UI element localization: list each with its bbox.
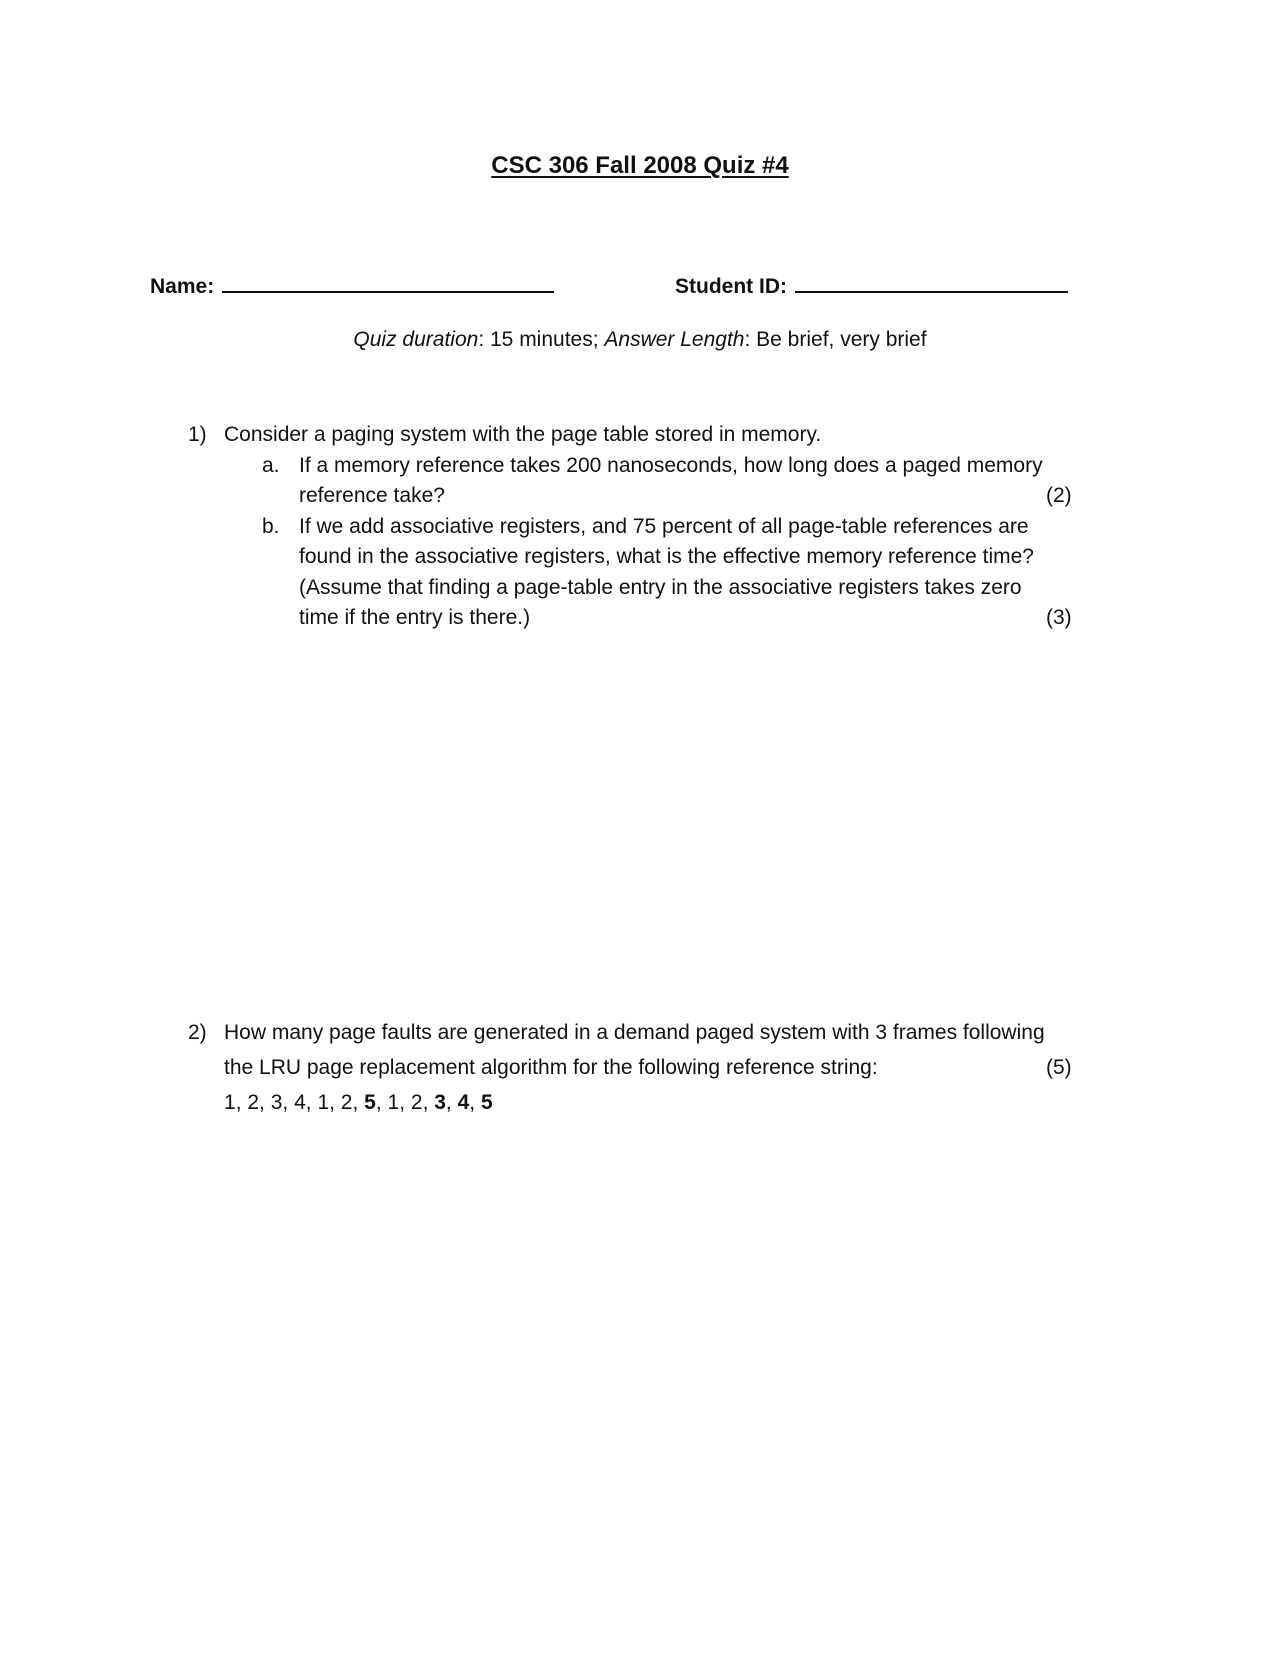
reference-separator: , (305, 1091, 318, 1114)
reference-separator: , (469, 1091, 481, 1114)
length-label: Answer Length (604, 328, 745, 351)
duration-label: Quiz duration (353, 328, 479, 351)
reference-separator: , (259, 1091, 271, 1114)
student-id-blank-line[interactable] (795, 273, 1068, 293)
reference-value: 2 (410, 1091, 423, 1114)
reference-value: 3 (270, 1091, 283, 1114)
reference-separator: , (352, 1091, 365, 1114)
reference-separator: , (445, 1091, 458, 1114)
points: (3) (1046, 606, 1072, 629)
reference-value: 5 (364, 1091, 376, 1114)
text-line: the LRU page replacement algorithm for the following reference string: (224, 1056, 878, 1079)
text-line: If a memory reference takes 200 nanoseconds, how long does a paged memory (299, 453, 1043, 477)
text-line: How many page faults are generated in a demand paged system with 3 frames following (224, 1021, 1045, 1044)
reference-string (224, 1085, 1045, 1120)
reference-separator: , (375, 1091, 388, 1114)
reference-separator: , (329, 1091, 341, 1114)
part-label: a. (262, 453, 280, 477)
text-line: If we add associative registers, and 75 percent of all page-table references are (299, 514, 1029, 538)
duration-value: : 15 minutes; (478, 328, 605, 351)
reference-value: 1 (387, 1091, 400, 1114)
part-label: b. (262, 514, 280, 538)
text-line: time if the entry is there.) (299, 606, 531, 629)
reference-value: 5 (480, 1091, 493, 1114)
part-b-text (299, 512, 1109, 634)
text-line: found in the associative registers, what is the effective memory reference time? (299, 545, 1034, 568)
points: (5) (1046, 1056, 1072, 1079)
reference-value: 4 (294, 1091, 306, 1114)
reference-separator: , (422, 1091, 435, 1114)
page-title: CSC 306 Fall 2008 Quiz #4 (491, 152, 789, 179)
question-text: Consider a paging system with the page table stored in memory. (224, 423, 822, 446)
student-id-label: Student ID: (675, 275, 787, 298)
points: (2) (1046, 484, 1072, 507)
reference-value: 2 (247, 1091, 260, 1114)
question-number: 2) (188, 1021, 207, 1044)
reference-value: 4 (457, 1091, 470, 1114)
reference-separator: , (282, 1091, 295, 1114)
reference-value: 3 (434, 1091, 446, 1114)
name-blank-line[interactable] (222, 273, 554, 293)
reference-value: 1 (317, 1091, 330, 1114)
quiz-instructions (0, 328, 1280, 352)
student-id-field (675, 273, 1068, 299)
length-value: : Be brief, very brief (744, 328, 927, 351)
question-number: 1) (188, 423, 207, 446)
reference-value: 2 (340, 1091, 353, 1114)
name-field (150, 273, 554, 299)
question-text (224, 1015, 1045, 1120)
reference-separator: , (399, 1091, 411, 1114)
part-a-text (299, 451, 1109, 512)
text-line: (Assume that finding a page-table entry in the associative registers takes zero (299, 575, 1022, 599)
name-label: Name: (150, 275, 215, 298)
text-line: reference take? (299, 484, 445, 507)
reference-separator: , (235, 1091, 248, 1114)
reference-value: 1 (224, 1091, 236, 1114)
